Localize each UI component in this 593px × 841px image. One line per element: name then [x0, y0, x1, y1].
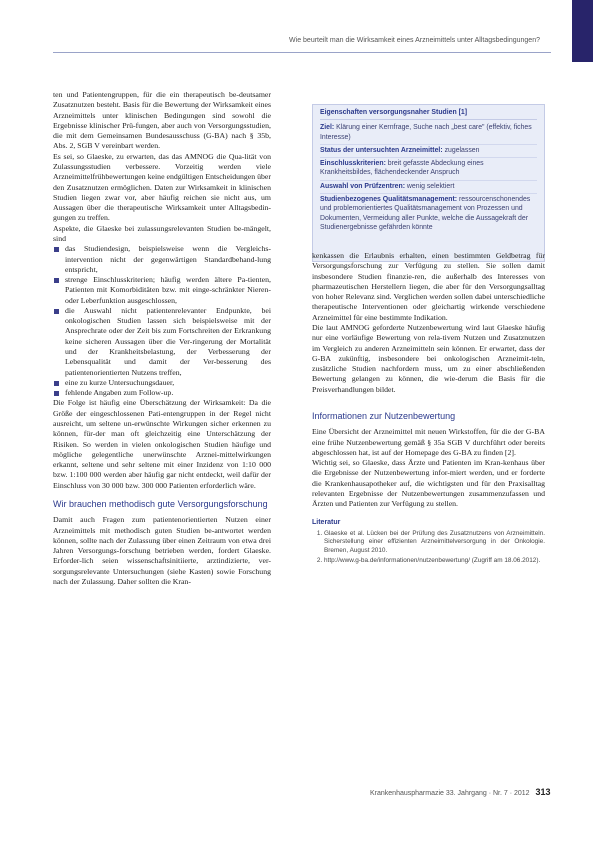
- paragraph: Es sei, so Glaeske, zu erwarten, das das AMNOG die Qua-lität von Zulassungsstudien verbessere. Vorzeitig werden viele Arzneimittelfrühbewertungen keine endgültigen Entscheidungen über den Zusatznutzen ermöglichen. Daten zur Wirksamkeit in klinischen Studien liegen zwar vor, aber häufig reichen sie nicht aus, um Aussagen über die therapeutische Wirksamkeit unter Alltagsbedin-gungen zu treffen.: [53, 151, 271, 223]
- reference-item: 2. http://www.g-ba.de/informationen/nutzenbewertung/ (Zugriff am 18.06.2012).: [324, 557, 545, 565]
- list-item: strenge Einschlusskriterien; häufig werden ältere Pa-tienten, Patienten mit Komorbiditäten bzw. mit einge-schränkter Nieren- oder Leberfunktion ausgeschlossen,: [53, 275, 271, 306]
- info-box-row: [320, 194, 537, 234]
- paragraph: ten und Patientengruppen, für die ein therapeutisch be-deutsamer Zusatznutzen besteht. Basis für die Bewertung der Wirksamkeit eines Arzneimittels unter klinischen Bedingungen sind sowohl die Ergebnisse klinischer Prü-fungen, aber auch von Versorgungsstudien, die mit dem Gemeinsamen Bundesausschuss (G-BA) nach § 35b, Abs. 2, SGB V vereinbart werden.: [53, 90, 271, 151]
- paragraph: Damit auch Fragen zum patientenorientierten Nutzen einer Arzneimittels mit methodisch guten Studien be-antwortet werden können, sollte nach der Zulassung über einen Zeitraum von etwa drei Jahren Versorgungs-forschung betrieben werden, fordert Glaeske. Erforder-lich seien wissenschaftsinitiierte, arztindizierte, ver-sorgungsrelevante Untersuchungen (siehe Kasten) sowie Forschung nach der Zulassung. Daher sollten die Kran-: [53, 515, 271, 586]
- journal-info: Krankenhauspharmazie 33. Jahrgang · Nr. 7 · 2012: [370, 790, 530, 797]
- row-label: Auswahl von Prüfzentren:: [320, 182, 405, 190]
- chapter-tab: [572, 0, 593, 62]
- paragraph: Die laut AMNOG geforderte Nutzenbewertung wird laut Glaeske häufig nur eine vorläufige Bewertung von rela-tivem Nutzen und Zusatznutzen im Vergleich zu anderen Arzneimitteln sein können. Er erwartet, dass der G-BA zukünftig, insbesondere bei onkologischen Arzneimit-teln, zusätzliche Studien nachfordern muss, um zu einer abschließenden Bewertung gelangen zu können, die wie-derum die Basis für die Preisverhandlungen bildet.: [312, 322, 545, 394]
- literature-title: Literatur: [312, 519, 341, 527]
- paragraph: Wichtig sei, so Glaeske, dass Ärzte und Patienten im Kran-kenhaus über die Ergebnisse der Nutzenbewertung infor-miert werden, und er forderte die Krankenhausapotheker auf, die wichtigsten und für den Praxisalltag relevanten Ergebnisse der Nutzenbewertungen zusammenzufassen und Ärzten und Patienten zur Verfügung zu stellen.: [312, 458, 545, 509]
- info-box: [312, 104, 545, 262]
- section-heading: Informationen zur Nutzenbewertung: [312, 410, 456, 421]
- right-column: [312, 251, 545, 568]
- list-item: die Auswahl nicht patientenrelevanter Endpunkte, bei onkologischen Studien lassen sich beispielsweise mit der Ansprechrate oder der Zeit bis zum Fortschreiten der Erkrankung keine sicheren Aussagen über die Ver-ringerung der Mortalität und der Krankheitsbelastung, der Verbesserung der Lebensqualität und damit der Ver-besserung des patientenorientierten Nutzens treffen,: [53, 306, 271, 378]
- left-column: [53, 90, 271, 587]
- reference-item: 1. Glaeske et al. Lücken bei der Prüfung des Zusatznutzens von Arzneimitteln. Sicherstellung einer effizienten Arzneimittelversorgung in der Onkologie. Bremen, August 2010.: [324, 530, 545, 555]
- paragraph: kenkassen die Erlaubnis erhalten, einen bestimmten Geldbetrag für Versorgungsforschung zur Verfügung zu stellen. Sie sollen damit insbesondere Studien finanzie-ren, die außerhalb des Interesses von pharmazeutischen Herstellern liegen, die aber für den Versorgungsalltag von hoher Relevanz sind. Verglichen werden sollen dabei unterschiedliche therapeutische Interventionen oder gleichartig wirkende verschiedene Arzneimittel für eine bestimmte Indikation.: [312, 251, 545, 322]
- row-text: wenig selektiert: [406, 182, 455, 190]
- row-text: zugelassen: [444, 146, 480, 154]
- literature-section: [312, 519, 545, 565]
- page-footer: [370, 787, 550, 797]
- row-text: ressourcenschonendes und problemorientiertes Qualitätsmanagement von Prozessen und Dokumenten, Vermeidung aller Punkte, welche die Aussagekraft der Studienergebnisse gefährden könnte: [320, 196, 531, 231]
- page-number: 313: [535, 787, 551, 797]
- reference-list: [312, 530, 545, 566]
- row-text: Klärung einer Kernfrage, Suche nach „best care" (effektiv, fiches Interesse): [320, 124, 532, 141]
- row-label: Ziel:: [320, 124, 335, 132]
- info-box-row: [320, 122, 537, 145]
- header-rule: [53, 52, 551, 53]
- row-label: Status der untersuchten Arzneimittel:: [320, 146, 443, 154]
- list-item: eine zu kurze Untersuchungsdauer,: [53, 378, 271, 388]
- info-box-row: [320, 145, 537, 158]
- criticism-list: [53, 244, 271, 398]
- info-box-row: [320, 181, 537, 194]
- row-label: Studienbezogenes Qualitätsmanagement:: [320, 196, 458, 204]
- list-item: das Studiendesign, beispielsweise wenn die Vergleichs-intervention nicht der gegenwärtigen Standardbehand-lung entspricht,: [53, 244, 271, 275]
- running-header: Wie beurteilt man die Wirksamkeit eines Arzneimittels unter Alltagsbedingungen?: [289, 37, 540, 44]
- list-item: fehlende Angaben zum Follow-up.: [53, 388, 271, 398]
- row-label: Einschlusskriterien:: [320, 160, 386, 168]
- info-box-title: Eigenschaften versorgungsnaher Studien [1]: [320, 108, 537, 120]
- paragraph: Eine Übersicht der Arzneimittel mit neuen Wirkstoffen, für die der G-BA eine frühe Nutzenbewertung gemäß § 35a SGB V durchführt oder bereits abgeschlossen hat, ist auf der Homepage des G-BA zu finden [2].: [312, 427, 545, 457]
- section-heading: Wir brauchen methodisch gute Versorgungsforschung: [53, 498, 268, 509]
- info-box-row: [320, 158, 537, 181]
- paragraph: Die Folge ist häufig eine Überschätzung der Wirksamkeit: Da die Größe der eingeschlossenen Pati-entengruppen in der Regel nicht ausreicht, um seltene un-erwünschte Wirkungen sicher erkennen zu können, für-der man oft gleichzeitig eine Unterschätzung der Risiken. So werden in vielen onkologischen Studien häufige und mögliche gelegentliche unerwünschte Arznei-mittelwirkungen erkannt, seltene und sehr seltene mit einer Inzidenz von 1:10 000 bzw. 1:100 000 werden aber häufig gar nicht entdeckt, weil dafür der Einschluss von 30 000 bzw. 300 000 Patienten erforderlich wäre.: [53, 398, 271, 490]
- paragraph: Aspekte, die Glaeske bei zulassungsrelevanten Studien be-mängelt, sind: [53, 223, 271, 243]
- row-text: breit gefasste Abdeckung eines Krankheitsbildes, flächendeckender Anspruch: [320, 160, 484, 177]
